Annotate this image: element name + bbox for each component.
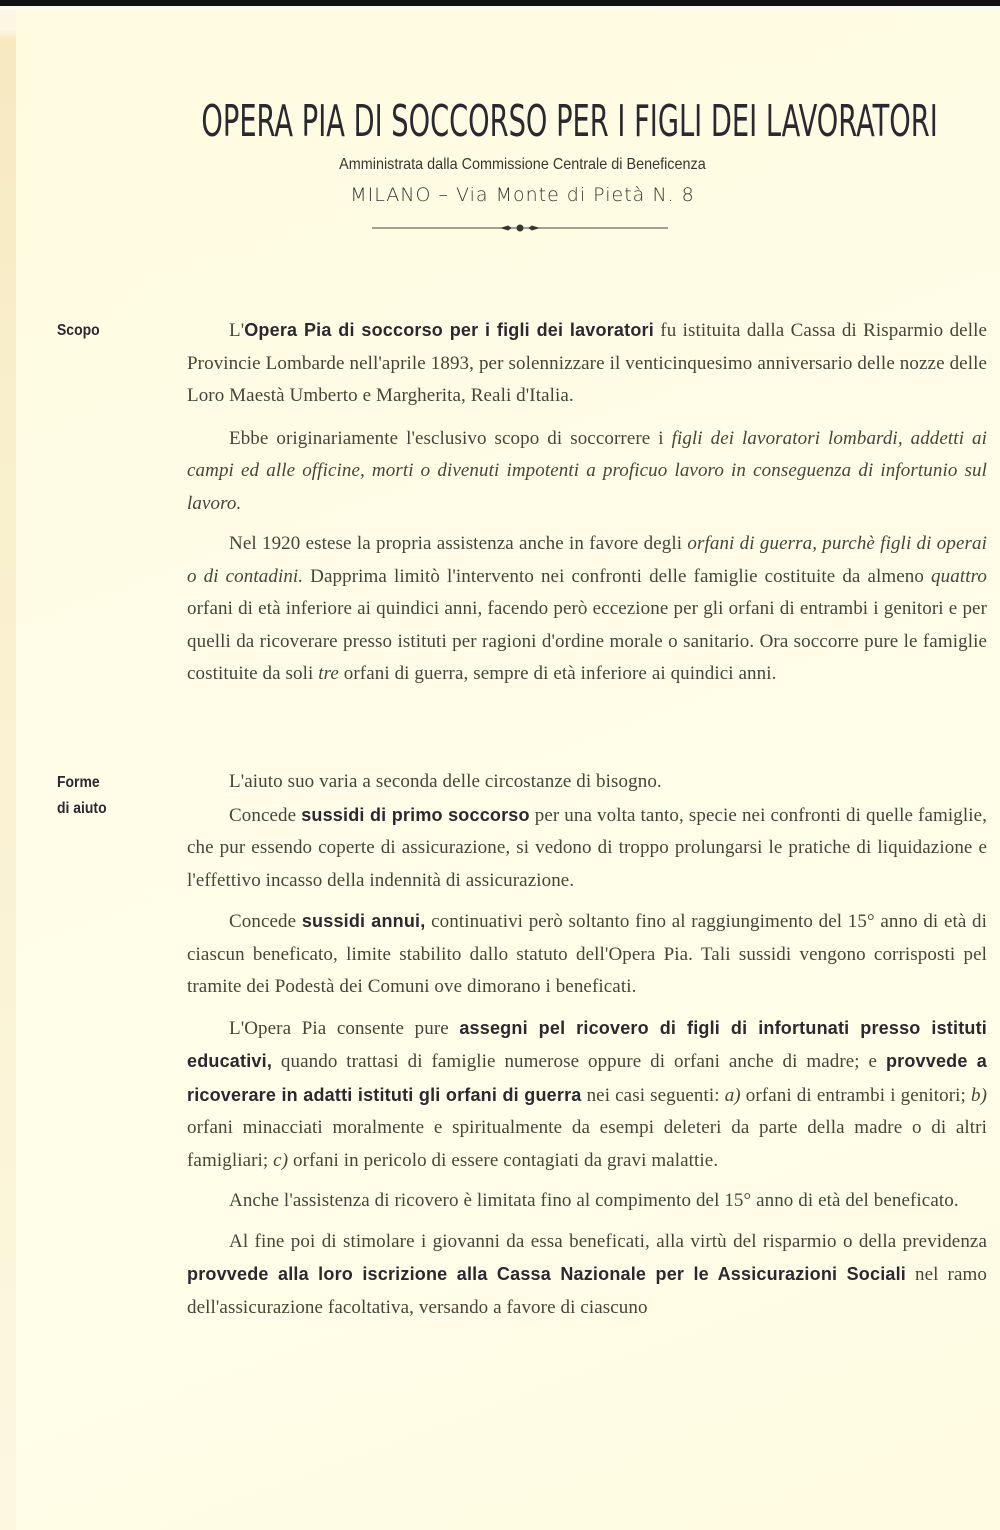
scopo-paragraph-3 — [187, 528, 987, 691]
text-run: nei casi seguenti: — [581, 1084, 725, 1106]
text-run: fu istituita dalla Cassa di Risparmio delle Provincie Lombarde nell'aprile 1893, per solennizzare il venticinquesimo anniversario delle nozze delle Loro Maestà Umberto e Margherita, Reali d'Italia. — [187, 320, 987, 406]
bold-text-run: Opera Pia di soccorso per i figli dei lavoratori — [244, 320, 654, 340]
document-address: MILANO – Via Monte di Pietà N. 8 — [350, 184, 695, 206]
ornament-divider-icon — [372, 222, 668, 234]
document-subtitle: Amministrata dalla Commissione Centrale di Beneficenza — [339, 156, 706, 173]
text-run: per una volta tanto, specie nei confronti di quelle famiglie, che pur essendo coperte di assicurazione, si vedono di troppo prolungarsi le pratiche di liquidazione e l'effettivo incasso della indennità di assicurazione. — [187, 804, 987, 891]
forme-paragraph-3 — [187, 905, 987, 1004]
list-marker-a: a) — [724, 1084, 741, 1106]
forme-paragraph-1: L'aiuto suo varia a seconda delle circostanze di bisogno. — [229, 771, 662, 792]
label-line: di aiuto — [57, 800, 107, 817]
bold-text-run: sussidi di primo soccorso — [301, 804, 530, 825]
text-run: orfani minacciati moralmente e spiritualmente da esempi deleteri da parte della madre o di altri famigliari; — [187, 1117, 987, 1171]
text-run: L'Opera Pia consente pure — [229, 1017, 460, 1039]
forme-paragraph-4 — [187, 1012, 987, 1178]
bold-text-run: provvede a ricoverare in adatti istituti gli orfani di guerra — [187, 1051, 988, 1105]
text-run: Al fine poi di stimolare i giovanni da essa beneficati, alla virtù del risparmio o della previdenza — [229, 1230, 987, 1252]
section-label-forme-di-aiuto — [57, 770, 107, 822]
text-run: quando trattasi di famiglie numerose oppure di orfani anche di madre; e — [272, 1051, 886, 1072]
italic-text-run: tre — [318, 663, 339, 684]
text-run: L' — [229, 320, 245, 341]
text-run: nel ramo dell'assicurazione facoltativa, versando a favore di ciascuno — [187, 1264, 987, 1318]
text-run: Concede — [229, 911, 302, 932]
text-run: orfani di entrambi i genitori; — [740, 1084, 971, 1106]
label-line: Forme — [57, 774, 100, 791]
text-run: Concede — [229, 804, 302, 826]
italic-text-run: quattro — [931, 565, 987, 587]
text-run: orfani di età inferiore ai quindici anni, facendo però eccezione per gli orfani di entrambi i genitori e per quelli da ricoverare presso istituti per ragioni d'ordine morale o sanitario. Ora soccorre pure le famiglie costituite da soli — [187, 598, 987, 684]
section-label-scopo: Scopo — [57, 322, 100, 339]
forme-paragraph-5: Anche l'assistenza di ricovero è limitata fino al compimento del 15° anno di età del beneficato. — [229, 1190, 959, 1211]
list-marker-c: c) — [273, 1149, 289, 1171]
section-scopo — [187, 314, 987, 699]
bold-text-run: sussidi annui, — [301, 911, 426, 931]
italic-text-run: orfani di guerra, purchè figli di operai o di contadini. — [187, 533, 987, 587]
italic-text-run: figli dei lavoratori lombardi, addetti ai campi ed alle officine, morti o divenuti impotenti a proficuo lavoro in conseguenza di infortunio sul lavoro. — [187, 427, 987, 514]
text-run: Ebbe originariamente l'esclusivo scopo di soccorrere i — [229, 427, 672, 449]
bold-text-run: provvede alla loro iscrizione alla Cassa Nazionale per le Assicurazioni Sociali — [187, 1264, 907, 1284]
bold-text-run: assegni pel ricovero di figli di infortunati presso istituti educativi, — [187, 1017, 987, 1071]
document-title: OPERA PIA DI SOCCORSO PER I FIGLI DEI LAVORATORI — [201, 96, 938, 147]
text-run: Dapprima limitò l'intervento nei confronti delle famiglie costituite da almeno — [303, 565, 932, 587]
scopo-paragraph-2 — [187, 423, 987, 521]
section-forme-di-aiuto — [187, 766, 987, 1332]
list-marker-b: b) — [970, 1084, 987, 1106]
text-run: Nel 1920 estese la propria assistenza anche in favore degli — [229, 533, 688, 554]
forme-paragraph-2 — [187, 799, 987, 898]
text-run: orfani di guerra, sempre di età inferiore ai quindici anni. — [338, 663, 777, 684]
text-run: continuativi però soltanto fino al raggiungimento del 15° anno di età di ciascun beneficato, limite stabilito dallo statuto dell'Opera Pia. Tali sussidi vengono corrisposti pel tramite dei Podestà dei Comuni ove dimorano i beneficati. — [187, 911, 988, 997]
text-run: orfani in pericolo di essere contagiati da gravi malattie. — [288, 1149, 719, 1171]
forme-paragraph-6 — [187, 1226, 987, 1325]
scopo-paragraph-1 — [187, 314, 987, 413]
scan-left-edge — [0, 10, 16, 1530]
